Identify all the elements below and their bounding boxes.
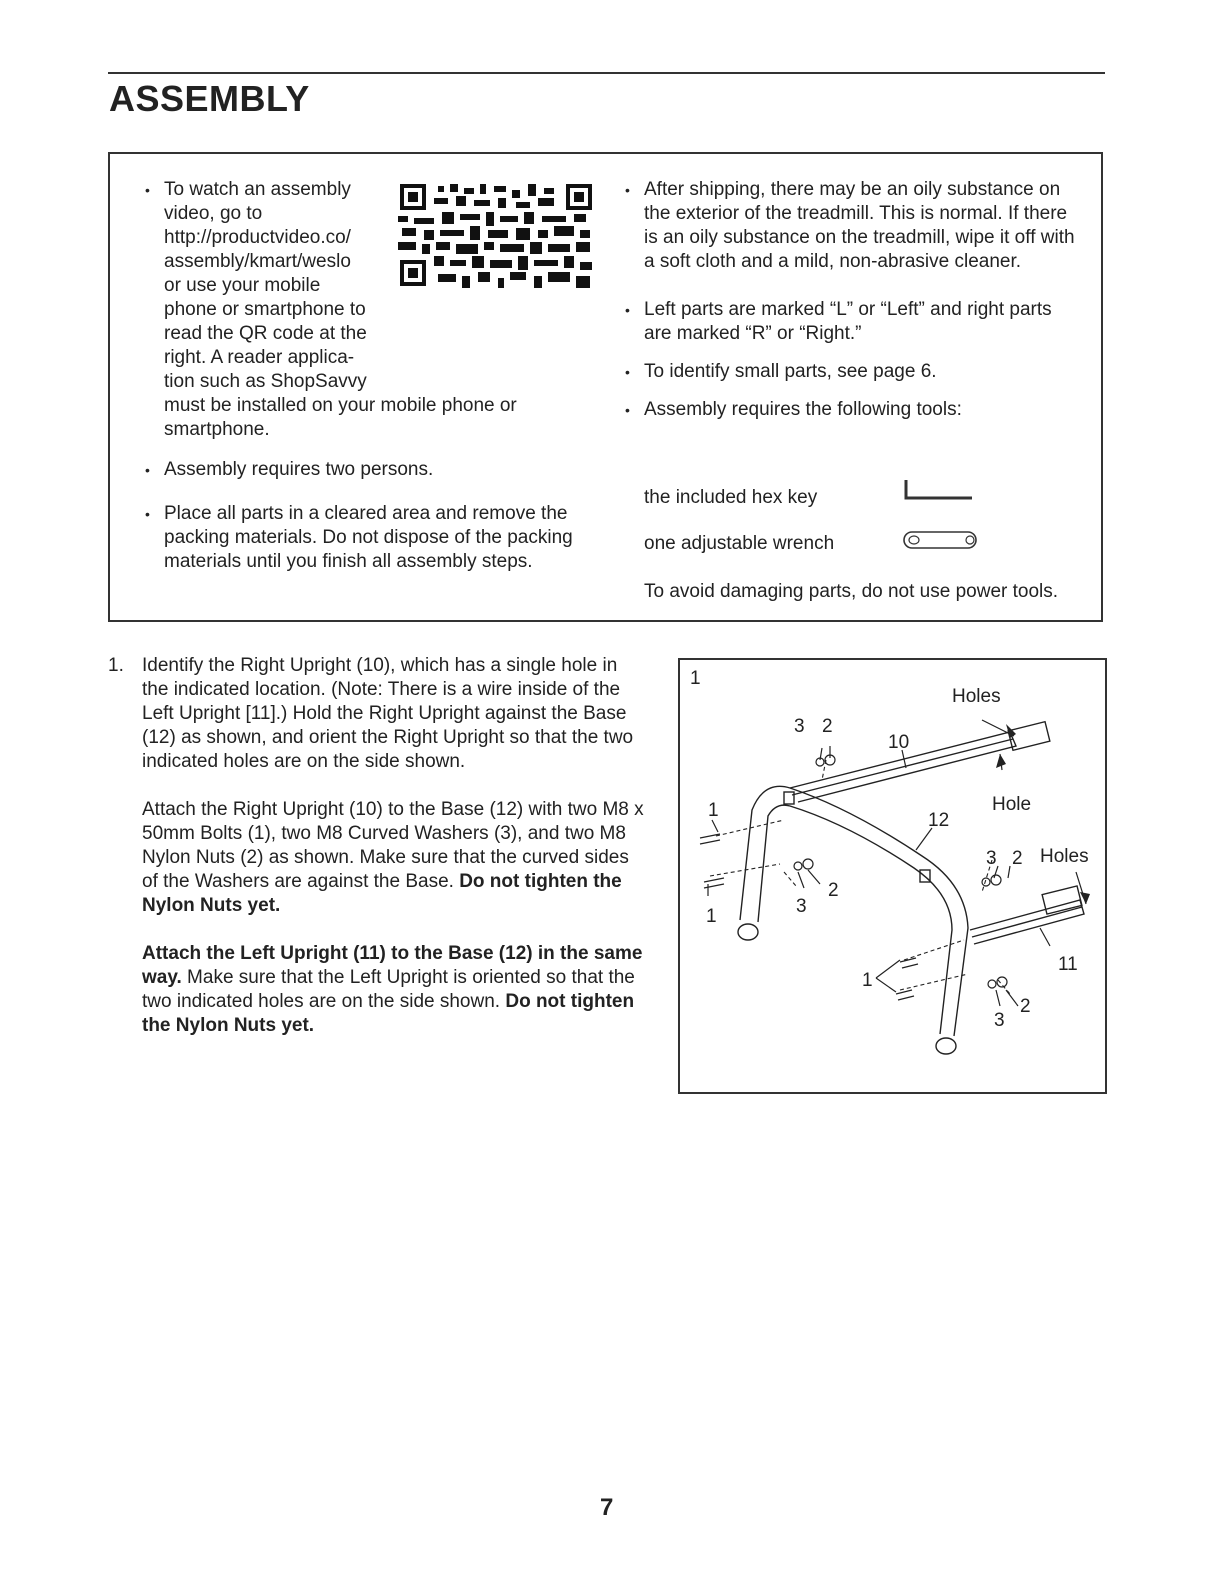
info-box: [108, 152, 1103, 622]
list-item: • Left parts are marked “L” or “Left” and right parts are marked “R” or “Right.”: [620, 298, 1080, 346]
label-1: 1: [708, 800, 719, 821]
page-number: 7: [600, 1494, 614, 1521]
left-bullet-list: [140, 178, 600, 574]
step-text: Attach the Right Upright (10) to the Base (12) with two M8 x 50mm Bolts (1), two M8 Curved Washers (3), and two M8 Nylon Nuts (2) as shown. Make sure that the curved sides of the Washers are against the Base.: [142, 799, 644, 892]
label-1: 1: [706, 906, 717, 927]
list-item: [140, 178, 604, 442]
list-item: • Assembly requires the following tools:: [620, 398, 1080, 422]
qr-instructions-text: To watch an assembly video, go to http://productvideo.co/ assembly/kmart/weslo or use your mobile phone or smartphone to read the QR code at the right. A reader applica- tion such as ShopSavvy must be installed on your mobile phone or smartphone.: [164, 179, 517, 440]
label-3: 3: [796, 896, 807, 917]
step-bold-text: Attach the Left Upright (11) to the Base (12) in the same way.: [142, 943, 643, 988]
assembly-diagram: [680, 660, 1107, 1094]
step-number: 1.: [108, 655, 124, 676]
label-11: 11: [1058, 954, 1078, 975]
list-item: • Place all parts in a cleared area and remove the packing materials. Do not dispose of the packing materials until you finish all assembly steps.: [140, 502, 600, 574]
label-3: 3: [986, 848, 997, 869]
step-paragraph: [142, 942, 648, 1038]
step-1: [108, 654, 648, 1062]
qr-spacer: [372, 178, 604, 394]
page-title: ASSEMBLY: [109, 78, 310, 119]
label-hole: Hole: [992, 794, 1032, 815]
step-paragraph: [142, 798, 648, 918]
power-tools-note: To avoid damaging parts, do not use power tools.: [644, 581, 1059, 602]
right-bullet-list: [620, 178, 1080, 422]
figure-step-label: 1: [690, 668, 701, 689]
label-12: 12: [928, 810, 950, 831]
label-holes-top: Holes: [952, 686, 1001, 707]
list-item: • To identify small parts, see page 6.: [620, 360, 1080, 384]
label-10: 10: [888, 732, 910, 753]
list-item: • After shipping, there may be an oily substance on the exterior of the treadmill. This is normal. If there is an oily substance on the treadmill, wipe it off with a soft cloth and a mild, non-abrasive cleaner.: [620, 178, 1080, 274]
tool-row-wrench: [620, 532, 1090, 578]
step-bold-text: Do not tighten the Nylon Nuts yet.: [142, 871, 622, 916]
label-3: 3: [994, 1010, 1005, 1031]
step-text: Make sure that the Left Upright is oriented so that the two indicated holes are on the side shown.: [142, 967, 635, 1012]
top-rule: [108, 72, 1105, 74]
list-item: • Assembly requires two persons.: [140, 458, 600, 482]
label-3: 3: [794, 716, 805, 737]
label-holes-right: Holes: [1040, 846, 1089, 867]
tool-label: one adjustable wrench: [644, 533, 835, 554]
assembly-figure: [678, 658, 1107, 1094]
label-2: 2: [1012, 848, 1023, 869]
tools-list: [620, 486, 1090, 604]
label-2: 2: [828, 880, 839, 901]
label-2: 2: [822, 716, 833, 737]
wrench-icon: [902, 528, 982, 552]
tool-row-hex: [620, 486, 1090, 532]
label-2: 2: [1020, 996, 1031, 1017]
step-bold-text: Do not tighten the Nylon Nuts yet.: [142, 991, 635, 1036]
label-1: 1: [862, 970, 873, 991]
step-paragraph: Identify the Right Upright (10), which has a single hole in the indicated location. (Note: There is a wire inside of the Left Upright [11].) Hold the Right Upright against the Base (12) as shown, and orient the Right Upright so that the two indicated holes are on the side shown.: [142, 655, 634, 772]
qr-text-wrap: [164, 178, 604, 442]
tool-label: the included hex key: [644, 487, 818, 508]
hex-key-icon: [904, 480, 974, 502]
